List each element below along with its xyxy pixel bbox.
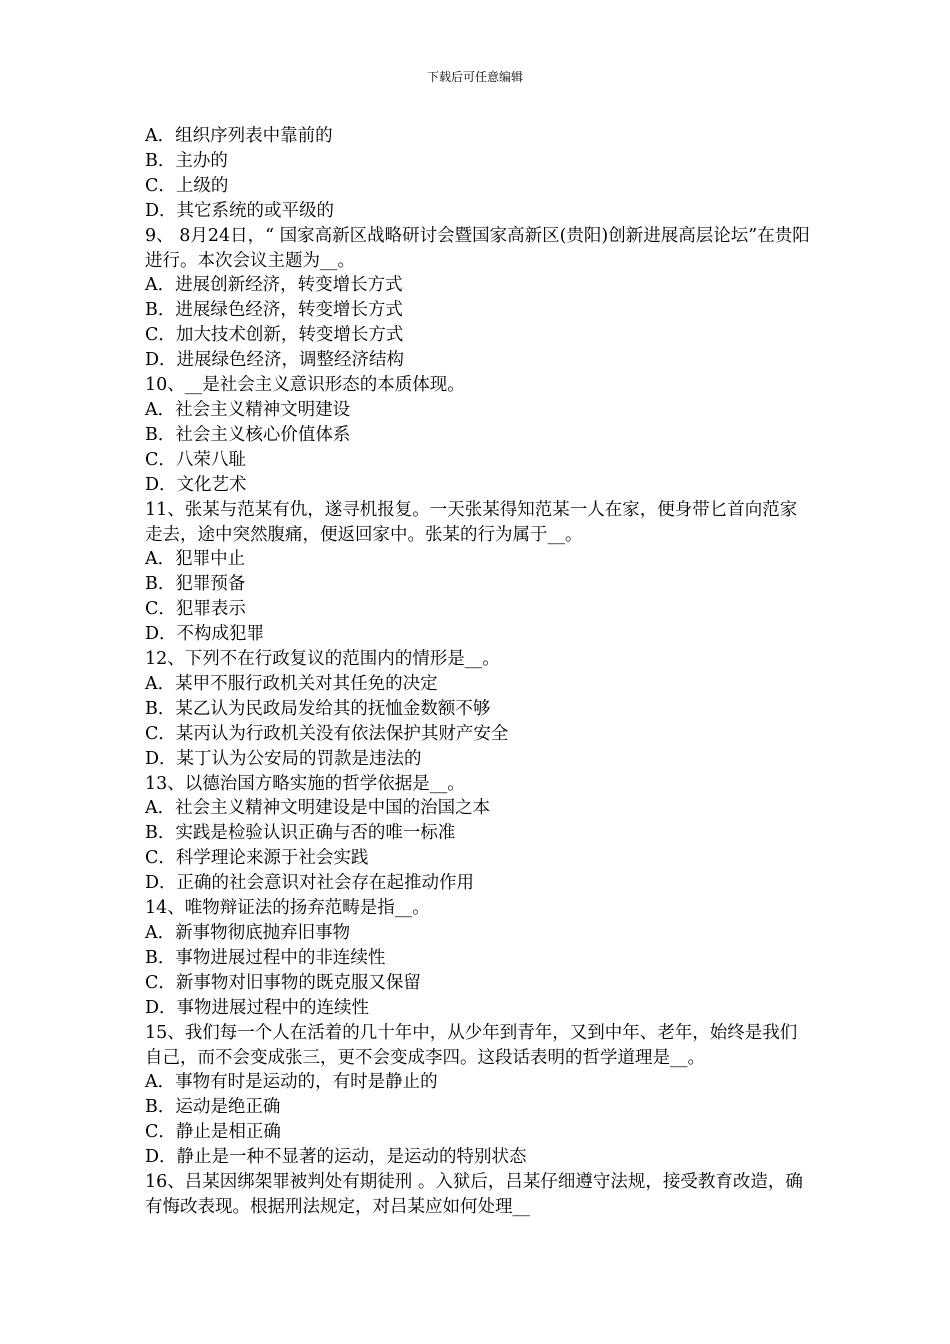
option-line: B．主办的 bbox=[145, 150, 228, 171]
option-line: B．事物进展过程中的非连续性 bbox=[145, 947, 386, 968]
option-line: A．事物有时是运动的，有时是静止的 bbox=[145, 1072, 438, 1093]
option-line: C．科学理论来源于社会实践 bbox=[145, 848, 369, 869]
option-line: B．社会主义核心价值体系 bbox=[145, 424, 351, 445]
option-line: B．实践是检验认识正确与否的唯一标准 bbox=[145, 823, 456, 844]
question-11: 11、张某与范某有仇，遂寻机报复。一天张某得知范某一人在家，便身带匕首向范家走去，途中突然腹痛，便返回家中。张某的行为属于__。 bbox=[145, 499, 798, 545]
option-line: A．某甲不服行政机关对其任免的决定 bbox=[145, 673, 438, 694]
option-line: D．其它系统的或平级的 bbox=[145, 200, 335, 221]
option-line: D．事物进展过程中的连续性 bbox=[145, 997, 370, 1018]
option-line: A．进展创新经济，转变增长方式 bbox=[145, 275, 403, 296]
option-line: C．八荣八耻 bbox=[145, 449, 246, 470]
option-line: B．某乙认为民政局发给其的抚恤金数额不够 bbox=[145, 698, 491, 719]
option-line: A．犯罪中止 bbox=[145, 549, 246, 570]
option-line: B．进展绿色经济，转变增长方式 bbox=[145, 300, 403, 321]
question-12: 12、下列不在行政复议的范围内的情形是__。 bbox=[145, 649, 500, 670]
question-13: 13、以德治国方略实施的哲学依据是__。 bbox=[145, 773, 465, 794]
option-line: A．组织序列表中靠前的 bbox=[145, 126, 333, 146]
option-line: C．新事物对旧事物的既克服又保留 bbox=[145, 972, 421, 993]
question-14: 14、唯物辩证法的扬弃范畴是指__。 bbox=[145, 898, 430, 919]
option-line: B．运动是绝正确 bbox=[145, 1097, 281, 1118]
option-line: C．加大技术创新，转变增长方式 bbox=[145, 325, 404, 346]
document-body bbox=[145, 124, 810, 1220]
option-line: C．静止是相正确 bbox=[145, 1122, 281, 1143]
question-9: 9、 8月24日，“ 国家高新区战略研讨会暨国家高新区(贵阳)创新进展高层论坛”在贵阳进行。本次会议主题为__。 bbox=[145, 225, 810, 271]
question-16: 16、吕某因绑架罪被判处有期徒刑 。入狱后，吕某仔细遵守法规，接受教育改造，确有悔改表现。根据刑法规定，对吕某应如何处理__ bbox=[145, 1172, 803, 1217]
option-line: D．正确的社会意识对社会存在起推动作用 bbox=[145, 873, 475, 894]
option-line: C．某丙认为行政机关没有依法保护其财产安全 bbox=[145, 723, 509, 744]
option-line: C．上级的 bbox=[145, 175, 229, 196]
option-line: D．某丁认为公安局的罚款是违法的 bbox=[145, 748, 422, 769]
option-line: D．不构成犯罪 bbox=[145, 624, 265, 645]
option-line: A．社会主义精神文明建设是中国的治国之本 bbox=[145, 798, 491, 819]
question-15: 15、我们每一个人在活着的几十年中，从少年到青年，又到中年、老年，始终是我们自己，而不会变成张三，更不会变成李四。这段话表明的哲学道理是__。 bbox=[145, 1022, 798, 1068]
option-line: A．社会主义精神文明建设 bbox=[145, 399, 351, 420]
option-line: A．新事物彻底抛弃旧事物 bbox=[145, 923, 351, 943]
option-line: D．静止是一种不显著的运动，是运动的特别状态 bbox=[145, 1147, 527, 1168]
option-line: D．文化艺术 bbox=[145, 474, 247, 495]
question-10: 10、__是社会主义意识形态的本质体现。 bbox=[145, 375, 465, 396]
option-line: D．进展绿色经济，调整经济结构 bbox=[145, 350, 405, 371]
option-line: C．犯罪表示 bbox=[145, 599, 246, 620]
page-header: 下载后可任意编辑 bbox=[426, 70, 523, 84]
option-line: B．犯罪预备 bbox=[145, 574, 246, 595]
